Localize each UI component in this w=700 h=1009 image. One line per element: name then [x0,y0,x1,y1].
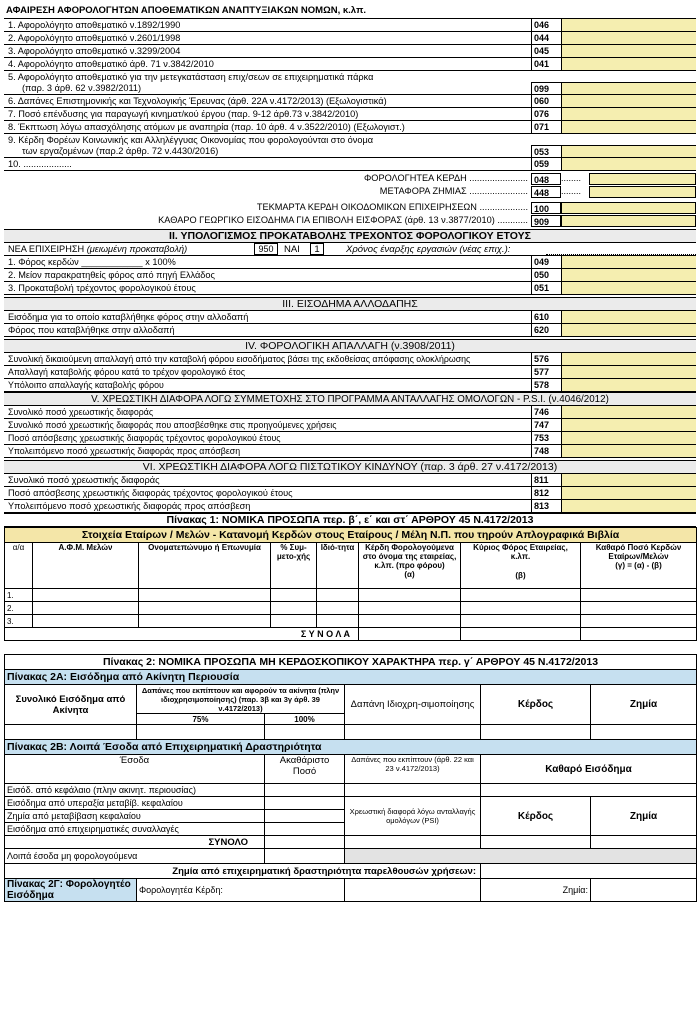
table2b-title: Πίνακας 2Β: Λοιπά Έσοδα από Επιχειρηματική Δραστηριότητα [5,740,697,755]
row-label: Συνολικό ποσό χρεωστικής διαφοράς [8,407,154,417]
table-cell-field[interactable] [359,615,461,628]
row-value-field[interactable] [561,269,696,281]
row-code: 746 [531,406,561,418]
table-cell-field[interactable] [33,602,139,615]
table-cell-field[interactable] [139,602,271,615]
form-row [4,474,696,487]
a-deductible: Δαπάνες που εκπίπτουν και αφορούν τα ακίνητα (πλην ιδιοχρησιμοποίησης) (παρ. 3β και 3γ άρθ. 39 ν.4172/2013) [137,685,345,714]
row-code: 576 [531,353,561,365]
table1-totals-label: Σ Υ Ν Ο Λ Α [5,628,359,641]
income-row-label: Ζημία από μεταβίβαση κεφαλαίου [5,810,265,823]
a-100: 100% [265,714,345,725]
row-code: 050 [531,269,561,281]
row-value-field[interactable] [561,108,696,120]
row-code: 578 [531,379,561,391]
prev-losses-label: Ζημία από επιχειρηματική δραστηριότητα παρελθουσών χρήσεων: [5,864,481,879]
deduct-field[interactable] [345,784,481,797]
row-label: 5. Αφορολόγητο αποθεματικό για την μετεγκατάσταση επιχ/σεων σε επιχειρηματικά πάρκα (παρ. 3 άρθ. 62 ν.3982/2011) [8,72,374,93]
row-label: 3. Αφορολόγητο αποθεματικό ν.3299/2004 [8,46,181,56]
table-cell-field[interactable] [271,602,317,615]
row-value-field[interactable] [561,256,696,268]
section-4-title: IV. ΦΟΡΟΛΟΓΙΚΗ ΑΠΑΛΛΑΓΗ (ν.3908/2011) [4,339,696,353]
new-business-row [4,243,696,256]
row-value-field[interactable] [561,19,696,31]
total-profit-field[interactable] [359,628,461,641]
form-row [4,324,696,337]
b-deductible: Δαπάνες που εκπίπτουν (άρθ. 22 και 23 ν.4172/2013) [345,755,481,784]
presumed-row [4,202,696,214]
row-label: Υπόλοιπο απαλλαγής καταβολής φόρου [8,380,164,390]
table-row [5,784,697,797]
table-cell-field[interactable] [139,615,271,628]
section-3-title: ΙΙΙ. ΕΙΣΟΔΗΜΑ ΑΛΛΟΔΑΠΗΣ [4,297,696,311]
row-value-field[interactable] [561,32,696,44]
code-909: 909 [531,215,561,227]
form-row [4,487,696,500]
row-code: 051 [531,282,561,294]
start-year-field[interactable] [546,243,696,255]
row-label: 8. Έκπτωση λόγω απασχόλησης ατόμων με αναπηρία (παρ. 10 άρθ. 4 ν.3522/2010) (Εξωλογιστ.) [8,122,405,132]
row-value-field[interactable] [561,500,696,512]
a-profit-field[interactable] [481,725,591,740]
presumed-label: ΤΕΚΜΑΡΤΑ ΚΕΡΔΗ ΟΙΚΟΔΟΜΙΚΩΝ ΕΠΙΧΕΙΡΗΣΕΩΝ ................... [256,202,528,212]
table2a-title: Πίνακας 2Α: Εισόδημα από Ακίνητη Περιουσία [5,670,697,685]
b-net: Καθαρό Εισόδημα [481,755,697,784]
table-cell-field[interactable] [461,602,581,615]
yes-box[interactable]: 1 [310,243,324,255]
form-row [4,134,696,158]
form-row [4,256,696,269]
row-value-field[interactable] [561,311,696,323]
row-value-field[interactable] [561,282,696,294]
c-loss-field[interactable] [591,879,697,902]
row-value-field[interactable] [561,58,696,70]
row-code: 045 [531,45,561,57]
table-row [5,797,697,810]
row-value-field[interactable] [561,324,696,336]
row-code: 747 [531,419,561,431]
start-year-label: Χρόνος έναρξης εργασιών (νέας επιχ.): [346,244,511,255]
row-label: 1. Φόρος κερδών ____________ x 100% [8,257,176,267]
a-100-field[interactable] [265,725,345,740]
c-profit-label: Φορολογητέα Κέρδη: [137,879,345,902]
row-label: 2. Αφορολόγητο αποθεματικό ν.2601/1998 [8,33,181,43]
form-row [4,419,696,432]
table-cell-field[interactable] [359,602,461,615]
table-cell-field[interactable] [33,615,139,628]
row-value-field[interactable] [561,158,696,170]
gross-field[interactable] [265,797,345,810]
table-cell-field[interactable] [139,589,271,602]
a-75-field[interactable] [137,725,265,740]
row-label: Εισόδημα για το οποίο καταβλήθηκε φόρος στην αλλοδαπή [8,312,249,322]
income-row-label: Εισόδ. από κεφάλαιο (πλην ακινητ. περιουσίας) [5,784,265,797]
form-row [4,71,696,95]
row-label: 7. Ποσό επένδυσης για παραγωγή κινηματ/κού έργου (παρ. 9-12 άρθ.73 ν.3842/2010) [8,109,359,119]
row-code: 053 [531,145,561,157]
table-cell-field[interactable] [581,615,697,628]
b-loss-label: Ζημία [591,797,697,836]
form-row [4,32,696,45]
gross-field[interactable] [265,784,345,797]
row-value-field[interactable] [561,419,696,431]
th-aa: α/α [5,543,33,589]
table-cell-field[interactable] [581,602,697,615]
form-row [4,95,696,108]
table-cell-field[interactable] [271,615,317,628]
table-row [5,589,697,602]
row-code: 041 [531,58,561,70]
a-loss: Ζημία [591,685,697,725]
c-profit-field[interactable] [345,879,481,902]
table-cell-field[interactable] [33,589,139,602]
row-label: Υπολειπόμενο ποσό χρεωστικής διαφοράς προς απόσβεση [8,501,251,511]
form-row [4,366,696,379]
table1 [4,527,697,641]
th-profit: Κέρδη Φορολογούμενα στο όνομα της εταιρείας, κ.λπ. (προ φόρου) (α) [359,543,461,589]
row-label: Συνολικό ποσό χρεωστικής διαφοράς που αποσβέσθηκε στις προηγούμενες χρήσεις [8,420,337,430]
yes-label: ΝΑΙ [284,244,300,255]
row-value-field[interactable] [561,406,696,418]
loss-transfer-row [4,186,696,198]
row-code: 811 [531,474,561,486]
a-total-income-field[interactable] [5,725,137,740]
table-cell-field[interactable] [317,589,359,602]
row-code: 813 [531,500,561,512]
table1-subtitle: Στοιχεία Εταίρων / Μελών - Κατανομή Κερδών στους Εταίρους / Μέλη Ν.Π. που τηρούν Απλογραφικά Βιβλία [5,528,697,543]
row-label: Συνολική δικαιούμενη απαλλαγή από την καταβολή φόρου εισοδήματος βάσει της εκδοθείσας απόφασης ολοκλήρωσης [8,354,471,364]
a-loss-field[interactable] [591,725,697,740]
form-row [4,108,696,121]
row-value-field[interactable] [561,95,696,107]
form-row [4,269,696,282]
a-selfuse-field[interactable] [345,725,481,740]
b-nontax-label: Λοιπά έσοδα μη φορολογούμενα [5,849,265,864]
row-value-field[interactable] [561,487,696,499]
table2 [4,654,697,902]
code-100: 100 [531,202,561,214]
row-label: Απαλλαγή καταβολής φόρου κατά το τρέχον φορολογικό έτος [8,367,246,377]
section-2-title: ΙΙ. ΥΠΟΛΟΓΙΣΜΟΣ ΠΡΟΚΑΤΑΒΟΛΗΣ ΤΡΕΧΟΝΤΟΣ ΦΟΡΟΛΟΓΙΚΟΥ ΕΤΟΥΣ [4,229,696,243]
form-row [4,121,696,134]
table2-title: Πίνακας 2: ΝΟΜΙΚΑ ΠΡΟΣΩΠΑ ΜΗ ΚΕΡΔΟΣΚΟΠΙΚΟΥ ΧΑΡΑΚΤΗΡΑ περ. γ΄ ΑΡΘΡΟΥ 45 Ν.4172/2013 [5,655,697,670]
table-row [5,615,697,628]
row-value-field[interactable] [561,145,696,157]
table-cell-field[interactable] [317,615,359,628]
form-row [4,311,696,324]
row-label: 10. ................... [8,159,72,169]
row-label: 3. Προκαταβολή τρέχοντος φορολογικού έτους [8,283,196,293]
row-label: Ποσό απόσβεσης χρεωστικής διαφοράς τρέχοντος φορολογικού έτους [8,488,293,498]
row-code: 071 [531,121,561,133]
presumed-field[interactable] [561,202,696,214]
row-label: 4. Αφορολόγητο αποθεματικό άρθ. 71 ν.3842/2010 [8,59,214,69]
a-75: 75% [137,714,265,725]
b-nontax-field[interactable] [265,849,345,864]
table-cell-field[interactable] [317,602,359,615]
form-row [4,158,696,171]
row-value-field[interactable] [561,45,696,57]
b-total-profit[interactable] [481,836,591,849]
row-label: Ποσό απόσβεσης χρεωστικής διαφοράς τρέχοντος φορολογικού έτους [8,433,281,443]
code-950: 950 [254,243,278,255]
income-row-label: Εισόδημα από επιχειρηματικές συναλλαγές [5,823,265,836]
form-row [4,445,696,458]
table-cell-field[interactable] [581,589,697,602]
loss-transfer-label: ΜΕΤΑΦΟΡΑ ΖΗΜΙΑΣ ....................... [379,186,528,196]
a-total-income: Συνολικό Εισόδημα από Ακίνητα [5,685,137,725]
table-row [5,602,697,615]
section-5-title: V. ΧΡΕΩΣΤΙΚΗ ΔΙΑΦΟΡΑ ΛΟΓΩ ΣΥΜΜΕΤΟΧΗΣ ΣΤΟ ΠΡΟΓΡΑΜΜΑ ΑΝΤΑΛΛΑΓΗΣ ΟΜΟΛΟΓΩΝ - P.S.I. (ν.4046/2012) [4,392,696,406]
row-value-field[interactable] [561,432,696,444]
th-pct: % Συμ-μετο-χής [271,543,317,589]
row-code: 046 [531,19,561,31]
agri-label: ΚΑΘΑΡΟ ΓΕΩΡΓΙΚΟ ΕΙΣΟΔΗΜΑ ΓΙΑ ΕΠΙΒΟΛΗ ΕΙΣΦΟΡΑΣ (άρθ. 13 ν.3877/2010) ............ [158,215,528,225]
row-number: 1. [5,589,33,602]
b-total-deduct[interactable] [345,836,481,849]
b-total-loss[interactable] [591,836,697,849]
row-label: 6. Δαπάνες Επιστημονικής και Τεχνολογικής Έρευνας (άρθ. 22Α ν.4172/2013) (Εξωλογιστικά) [8,96,387,106]
section-a-title: ΑΦΑΙΡΕΣΗ ΑΦΟΡΟΛΟΓΗΤΩΝ ΑΠΟΘΕΜΑΤΙΚΩΝ ΑΝΑΠΤΥΞΙΑΚΩΝ ΝΟΜΩΝ, κ.λπ. [6,5,366,16]
gross-field[interactable] [265,810,345,823]
taxable-profits-row [4,173,696,185]
row-code: 753 [531,432,561,444]
table1-title: Πίνακας 1: ΝΟΜΙΚΑ ΠΡΟΣΩΠΑ περ. β΄, ε΄ και στ΄ ΑΡΘΡΟΥ 45 Ν.4172/2013 [4,513,696,527]
row-label: 2. Μείον παρακρατηθείς φόρος από πηγή Ελλάδος [8,270,215,280]
row-value-field[interactable] [561,379,696,391]
row-number: 3. [5,615,33,628]
row-number: 2. [5,602,33,615]
th-name: Ονοματεπώνυμο ή Επωνυμία [139,543,271,589]
dots: ........ [561,173,582,183]
table-cell-field[interactable] [461,589,581,602]
c-loss-label: Ζημία: [481,879,591,902]
form-row [4,432,696,445]
agri-row [4,215,696,227]
form-row [4,45,696,58]
row-code: 049 [531,256,561,268]
form-row [4,58,696,71]
table-cell-field[interactable] [461,615,581,628]
row-code: 076 [531,108,561,120]
b-profit-label: Κέρδος [481,797,591,836]
income-row-label: Εισόδημα από υπεραξία μεταβίβ. κεφαλαίου [5,797,265,810]
row-code: 610 [531,311,561,323]
taxable-profits-field[interactable] [589,173,696,185]
a-profit: Κέρδος [481,685,591,725]
taxable-profits-label: ΦΟΡΟΛΟΓΗΤΕΑ ΚΕΡΔΗ ....................... [363,173,528,183]
gross-field[interactable] [265,823,345,836]
table-cell-field[interactable] [359,589,461,602]
section-6-title: VI. ΧΡΕΩΣΤΙΚΗ ΔΙΑΦΟΡΑ ΛΟΓΩ ΠΙΣΤΩΤΙΚΟΥ ΚΙΝΔΥΝΟΥ (παρ. 3 άρθ. 27 ν.4172/2013) [4,460,696,474]
b-nontax-shade [345,849,697,864]
form-row [4,19,696,32]
row-code: 044 [531,32,561,44]
row-code: 812 [531,487,561,499]
row-label: Φόρος που καταβλήθηκε στην αλλοδαπή [8,325,175,335]
th-tax: Κύριος Φόρος Εταιρείας, κ.λπ. (β) [461,543,581,589]
prev-losses-field[interactable] [481,864,697,879]
code-448: 448 [531,186,561,198]
net-field[interactable] [481,784,697,797]
form-row [4,282,696,295]
form-row [4,406,696,419]
table2c-title: Πίνακας 2Γ: Φορολογητέο Εισόδημα [5,879,137,902]
b-income: Έσοδα [5,755,265,784]
row-code: 099 [531,82,561,94]
th-net: Καθαρό Ποσό Κερδών Εταίρων/Μελών (γ) = (α) - (β) [581,543,697,589]
row-value-field[interactable] [561,121,696,133]
b-total-label: ΣΥΝΟΛΟ [5,836,265,849]
form-row [4,500,696,513]
row-label: Συνολικό ποσό χρεωστικής διαφοράς [8,475,160,485]
code-048: 048 [531,173,561,185]
b-gross: Ακαθάριστο Ποσό [265,755,345,784]
row-code: 060 [531,95,561,107]
row-value-field[interactable] [561,445,696,457]
form-row [4,353,696,366]
row-label: Υπολειπόμενο ποσό χρεωστικής διαφοράς προς απόσβεση [8,446,241,456]
row-label: 9. Κέρδη Φορέων Κοινωνικής και Αλληλέγγυας Οικονομίας που φορολογούνται στο όνομα των εργαζομένων (παρ.2 άρθρ. 72 ν.4430/2016) [8,135,374,156]
row-label: 1. Αφορολόγητο αποθεματικό ν.1892/1990 [8,20,181,30]
psi-label: Χρεωστική διαφορά λόγω ανταλλαγής ομολόγων (PSI) [345,797,481,836]
form-row [4,379,696,392]
row-value-field[interactable] [561,353,696,365]
row-value-field[interactable] [561,474,696,486]
a-selfuse: Δαπάνη Ιδιοχρη-σιμοποίησης [345,685,481,725]
loss-transfer-field[interactable] [589,186,696,198]
row-code: 577 [531,366,561,378]
row-code: 620 [531,324,561,336]
table-cell-field[interactable] [271,589,317,602]
row-value-field[interactable] [561,366,696,378]
th-status: Ιδιό-τητα [317,543,359,589]
b-total-gross[interactable] [265,836,345,849]
total-tax-field[interactable] [461,628,581,641]
row-code: 059 [531,158,561,170]
dots: ........ [561,186,582,196]
agri-field[interactable] [561,215,696,227]
th-afm: Α.Φ.Μ. Μελών [33,543,139,589]
row-value-field[interactable] [561,82,696,94]
new-business-label: ΝΕΑ ΕΠΙΧΕΙΡΗΣΗ (μειωμένη προκαταβολή) [8,244,188,254]
total-net-field[interactable] [581,628,697,641]
row-code: 748 [531,445,561,457]
